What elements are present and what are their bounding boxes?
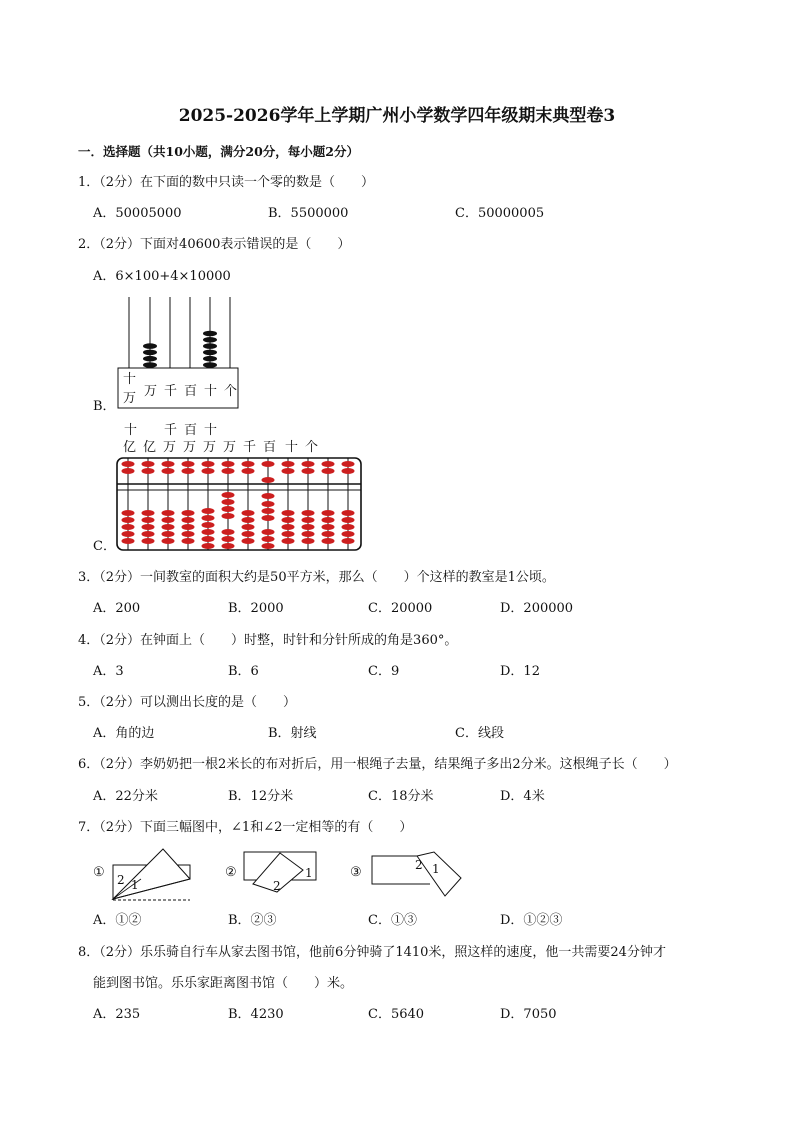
question-7-option-b[interactable]: B．②③ xyxy=(228,913,277,928)
question-2-stem: 2．（2分）下面对40600表示错误的是（ ） xyxy=(78,237,351,252)
abacus-b-bead xyxy=(203,337,217,343)
question-7-option-c[interactable]: C．①③ xyxy=(368,913,417,928)
abacus-c-upper-bead xyxy=(262,461,275,467)
abacus-c-lower-bead xyxy=(162,531,175,537)
figure-7-1-angle2: 2 xyxy=(117,873,125,887)
abacus-c-lower-bead xyxy=(282,510,295,516)
abacus-c-lower-bead xyxy=(322,524,335,530)
figure-7-3-angle2: 2 xyxy=(415,858,423,872)
question-1-option-a[interactable]: A．50005000 xyxy=(93,206,182,221)
abacus-c-lower-bead xyxy=(262,543,275,549)
figure-7-1 xyxy=(93,845,203,905)
abacus-c-lower-bead xyxy=(142,517,155,523)
abacus-c-lower-bead xyxy=(202,508,215,514)
abacus-c-lower-bead xyxy=(222,529,235,535)
question-6-option-b[interactable]: B．12分米 xyxy=(228,789,294,804)
question-6-option-d[interactable]: D．4米 xyxy=(500,789,545,804)
abacus-c-lower-bead xyxy=(142,510,155,516)
question-4-option-d[interactable]: D．12 xyxy=(500,664,540,679)
abacus-c-upper-bead xyxy=(242,461,255,467)
question-2-option-c[interactable]: C． xyxy=(93,539,116,554)
question-1-option-c[interactable]: C．50000005 xyxy=(455,206,545,221)
abacus-c-upper-bead xyxy=(202,461,215,467)
question-8-option-a[interactable]: A．235 xyxy=(93,1007,141,1022)
abacus-b-label-qian: 千 xyxy=(164,384,178,399)
abacus-c-upper-bead xyxy=(202,468,215,474)
abacus-c-label-2: 亿 xyxy=(143,440,157,455)
abacus-c-lower-bead xyxy=(282,524,295,530)
figure-7-2 xyxy=(225,848,325,898)
abacus-c-upper-bead xyxy=(242,468,255,474)
abacus-c-upper-bead xyxy=(262,477,275,483)
abacus-b-bead xyxy=(143,350,157,356)
abacus-c-lower-bead xyxy=(202,522,215,528)
abacus-c-lower-bead xyxy=(202,543,215,549)
abacus-b-bead xyxy=(203,331,217,337)
abacus-c-lower-bead xyxy=(182,531,195,537)
question-8-option-d[interactable]: D．7050 xyxy=(500,1007,557,1022)
question-3-option-b[interactable]: B．2000 xyxy=(228,601,284,616)
abacus-c-lower-bead xyxy=(142,538,155,544)
section-heading: 一．选择题（共10小题，满分20分，每小题2分） xyxy=(78,144,359,159)
abacus-c-lower-bead xyxy=(342,538,355,544)
abacus-c-upper-bead xyxy=(182,468,195,474)
abacus-c-lower-bead xyxy=(322,517,335,523)
question-7-option-d[interactable]: D．①②③ xyxy=(500,913,563,928)
abacus-b-label-wan-top: 万 xyxy=(123,391,137,406)
question-8-option-b[interactable]: B．4230 xyxy=(228,1007,284,1022)
abacus-c-upper-bead xyxy=(342,468,355,474)
figure-7-3 xyxy=(350,850,465,900)
abacus-c-top-label-1: 十 xyxy=(124,423,138,438)
abacus-b-bead xyxy=(203,362,217,368)
question-4-stem: 4．（2分）在钟面上（ ）时整，时针和分针所成的角是360°。 xyxy=(78,633,458,648)
abacus-c-top-label-4: 十 xyxy=(204,423,218,438)
abacus-c-lower-bead xyxy=(162,510,175,516)
question-5-option-b[interactable]: B．射线 xyxy=(268,726,317,741)
question-8-option-c[interactable]: C．5640 xyxy=(368,1007,425,1022)
abacus-c-upper-bead xyxy=(342,461,355,467)
abacus-c-lower-bead xyxy=(342,517,355,523)
abacus-c-upper-bead xyxy=(142,461,155,467)
abacus-b-label-bai: 百 xyxy=(184,384,198,399)
abacus-c-lower-bead xyxy=(242,524,255,530)
question-2-option-b[interactable]: B． xyxy=(93,399,116,414)
abacus-c-lower-bead xyxy=(242,517,255,523)
abacus-c-lower-bead xyxy=(302,517,315,523)
abacus-c-lower-bead xyxy=(162,538,175,544)
abacus-c-upper-bead xyxy=(282,461,295,467)
figure-7-3-marker: ③ xyxy=(350,865,362,880)
abacus-c-lower-bead xyxy=(262,501,275,507)
abacus-c-upper-bead xyxy=(122,468,135,474)
abacus-c-lower-bead xyxy=(202,515,215,521)
abacus-c-lower-bead xyxy=(262,515,275,521)
abacus-c-lower-bead xyxy=(342,531,355,537)
abacus-c-lower-bead xyxy=(242,531,255,537)
abacus-c-top-label-3: 百 xyxy=(184,423,198,438)
question-1-option-b[interactable]: B．5500000 xyxy=(268,206,349,221)
abacus-c-label-4: 万 xyxy=(183,440,197,455)
abacus-c-lower-bead xyxy=(182,538,195,544)
abacus-b-bead xyxy=(203,350,217,356)
question-6-stem: 6．（2分）李奶奶把一根2米长的布对折后，用一根绳子去量，结果绳子多出2分米。这根绳子长（ ） xyxy=(78,757,677,772)
question-3-option-d[interactable]: D．200000 xyxy=(500,601,574,616)
abacus-c-lower-bead xyxy=(322,538,335,544)
abacus-b-label-shi2: 十 xyxy=(204,384,218,399)
abacus-c-lower-bead xyxy=(222,499,235,505)
abacus-b-bead xyxy=(143,356,157,362)
abacus-c-lower-bead xyxy=(142,524,155,530)
abacus-c-lower-bead xyxy=(322,531,335,537)
abacus-b-label-ge: 个 xyxy=(224,384,238,399)
question-6-option-a[interactable]: A．22分米 xyxy=(93,789,158,804)
question-3-option-c[interactable]: C．20000 xyxy=(368,601,433,616)
abacus-c-label-9: 十 xyxy=(285,440,299,455)
abacus-c-upper-bead xyxy=(122,461,135,467)
abacus-c-lower-bead xyxy=(202,529,215,535)
abacus-c-lower-bead xyxy=(182,524,195,530)
question-4-option-a[interactable]: A．3 xyxy=(93,664,124,679)
question-7-option-a[interactable]: A．①② xyxy=(93,913,142,928)
abacus-c-upper-bead xyxy=(302,461,315,467)
figure-7-2-angle1: 1 xyxy=(305,866,313,880)
abacus-c-lower-bead xyxy=(222,536,235,542)
abacus-c-lower-bead xyxy=(122,517,135,523)
abacus-c-upper-bead xyxy=(182,461,195,467)
abacus-c-label-5: 万 xyxy=(203,440,217,455)
page-title: 2025-2026学年上学期广州小学数学四年级期末典型卷3 xyxy=(178,106,616,126)
abacus-b-label-wan: 万 xyxy=(144,384,158,399)
abacus-c-lower-bead xyxy=(242,510,255,516)
question-2-option-a[interactable]: A．6×100+4×10000 xyxy=(93,269,231,284)
question-5-option-c[interactable]: C．线段 xyxy=(455,726,504,741)
question-3-option-a[interactable]: A．200 xyxy=(93,601,141,616)
abacus-c-label-8: 百 xyxy=(263,440,277,455)
abacus-c-lower-bead xyxy=(162,517,175,523)
abacus-c-upper-bead xyxy=(142,468,155,474)
abacus-b-bead xyxy=(143,343,157,349)
question-4-option-c[interactable]: C．9 xyxy=(368,664,400,679)
abacus-c-upper-bead xyxy=(222,468,235,474)
abacus-c-lower-bead xyxy=(302,524,315,530)
abacus-c-lower-bead xyxy=(222,492,235,498)
abacus-c-lower-bead xyxy=(222,513,235,519)
abacus-c-label-6: 万 xyxy=(223,440,237,455)
abacus-b-bead xyxy=(203,356,217,362)
abacus-c-lower-bead xyxy=(142,531,155,537)
figure-7-2-marker: ② xyxy=(225,865,237,880)
abacus-c-lower-bead xyxy=(222,543,235,549)
abacus-c-label-3: 万 xyxy=(163,440,177,455)
abacus-c-lower-bead xyxy=(222,506,235,512)
abacus-c-label-1: 亿 xyxy=(123,440,137,455)
abacus-c-lower-bead xyxy=(322,510,335,516)
question-5-stem: 5．（2分）可以测出长度的是（ ） xyxy=(78,695,297,710)
abacus-b-bead xyxy=(203,343,217,349)
abacus-c-lower-bead xyxy=(162,524,175,530)
abacus-c-lower-bead xyxy=(122,531,135,537)
abacus-c-lower-bead xyxy=(282,531,295,537)
abacus-c-lower-bead xyxy=(122,510,135,516)
figure-7-2-angle2: 2 xyxy=(273,879,281,893)
abacus-c-top-label-2: 千 xyxy=(164,423,178,438)
abacus-c-lower-bead xyxy=(262,508,275,514)
question-4-option-b[interactable]: B．6 xyxy=(228,664,259,679)
abacus-b-figure xyxy=(112,292,242,412)
figure-7-1-angle1: 1 xyxy=(131,878,139,892)
question-8-stem: 8．（2分）乐乐骑自行车从家去图书馆，他前6分钟骑了1410米，照这样的速度，他一共需要24分钟才 xyxy=(78,945,666,960)
figure-7-3-angle1: 1 xyxy=(432,862,440,876)
abacus-c-upper-bead xyxy=(282,468,295,474)
abacus-c-lower-bead xyxy=(202,536,215,542)
abacus-c-lower-bead xyxy=(122,524,135,530)
abacus-c-upper-bead xyxy=(222,461,235,467)
abacus-c-lower-bead xyxy=(342,510,355,516)
abacus-c-upper-bead xyxy=(162,468,175,474)
abacus-c-lower-bead xyxy=(122,538,135,544)
question-6-option-c[interactable]: C．18分米 xyxy=(368,789,434,804)
abacus-c-lower-bead xyxy=(302,510,315,516)
abacus-c-lower-bead xyxy=(282,517,295,523)
question-1-stem: 1．（2分）在下面的数中只读一个零的数是（ ） xyxy=(78,175,375,190)
abacus-c-label-10: 个 xyxy=(305,440,319,455)
abacus-c-lower-bead xyxy=(242,538,255,544)
abacus-b-label-shi: 十 xyxy=(123,372,137,387)
abacus-c-lower-bead xyxy=(262,536,275,542)
abacus-c-upper-bead xyxy=(302,468,315,474)
abacus-c-upper-bead xyxy=(322,461,335,467)
question-7-stem: 7．（2分）下面三幅图中，∠1和∠2一定相等的有（ ） xyxy=(78,820,413,835)
abacus-c-lower-bead xyxy=(262,529,275,535)
abacus-c-lower-bead xyxy=(262,493,275,499)
abacus-c-upper-bead xyxy=(322,468,335,474)
abacus-c-figure xyxy=(114,422,366,552)
abacus-c-upper-bead xyxy=(162,461,175,467)
question-5-option-a[interactable]: A．角的边 xyxy=(93,726,155,741)
question-3-stem: 3．（2分）一间教室的面积大约是50平方米，那么（ ）个这样的教室是1公顷。 xyxy=(78,570,555,585)
abacus-c-lower-bead xyxy=(282,538,295,544)
abacus-c-label-7: 千 xyxy=(243,440,257,455)
abacus-c-lower-bead xyxy=(182,510,195,516)
abacus-c-lower-bead xyxy=(182,517,195,523)
abacus-b-bead xyxy=(143,362,157,368)
abacus-c-lower-bead xyxy=(342,524,355,530)
abacus-c-lower-bead xyxy=(302,538,315,544)
figure-7-1-marker: ① xyxy=(93,865,105,880)
question-8-stem-continued: 能到图书馆。乐乐家距离图书馆（ ）米。 xyxy=(93,976,354,991)
abacus-c-lower-bead xyxy=(302,531,315,537)
